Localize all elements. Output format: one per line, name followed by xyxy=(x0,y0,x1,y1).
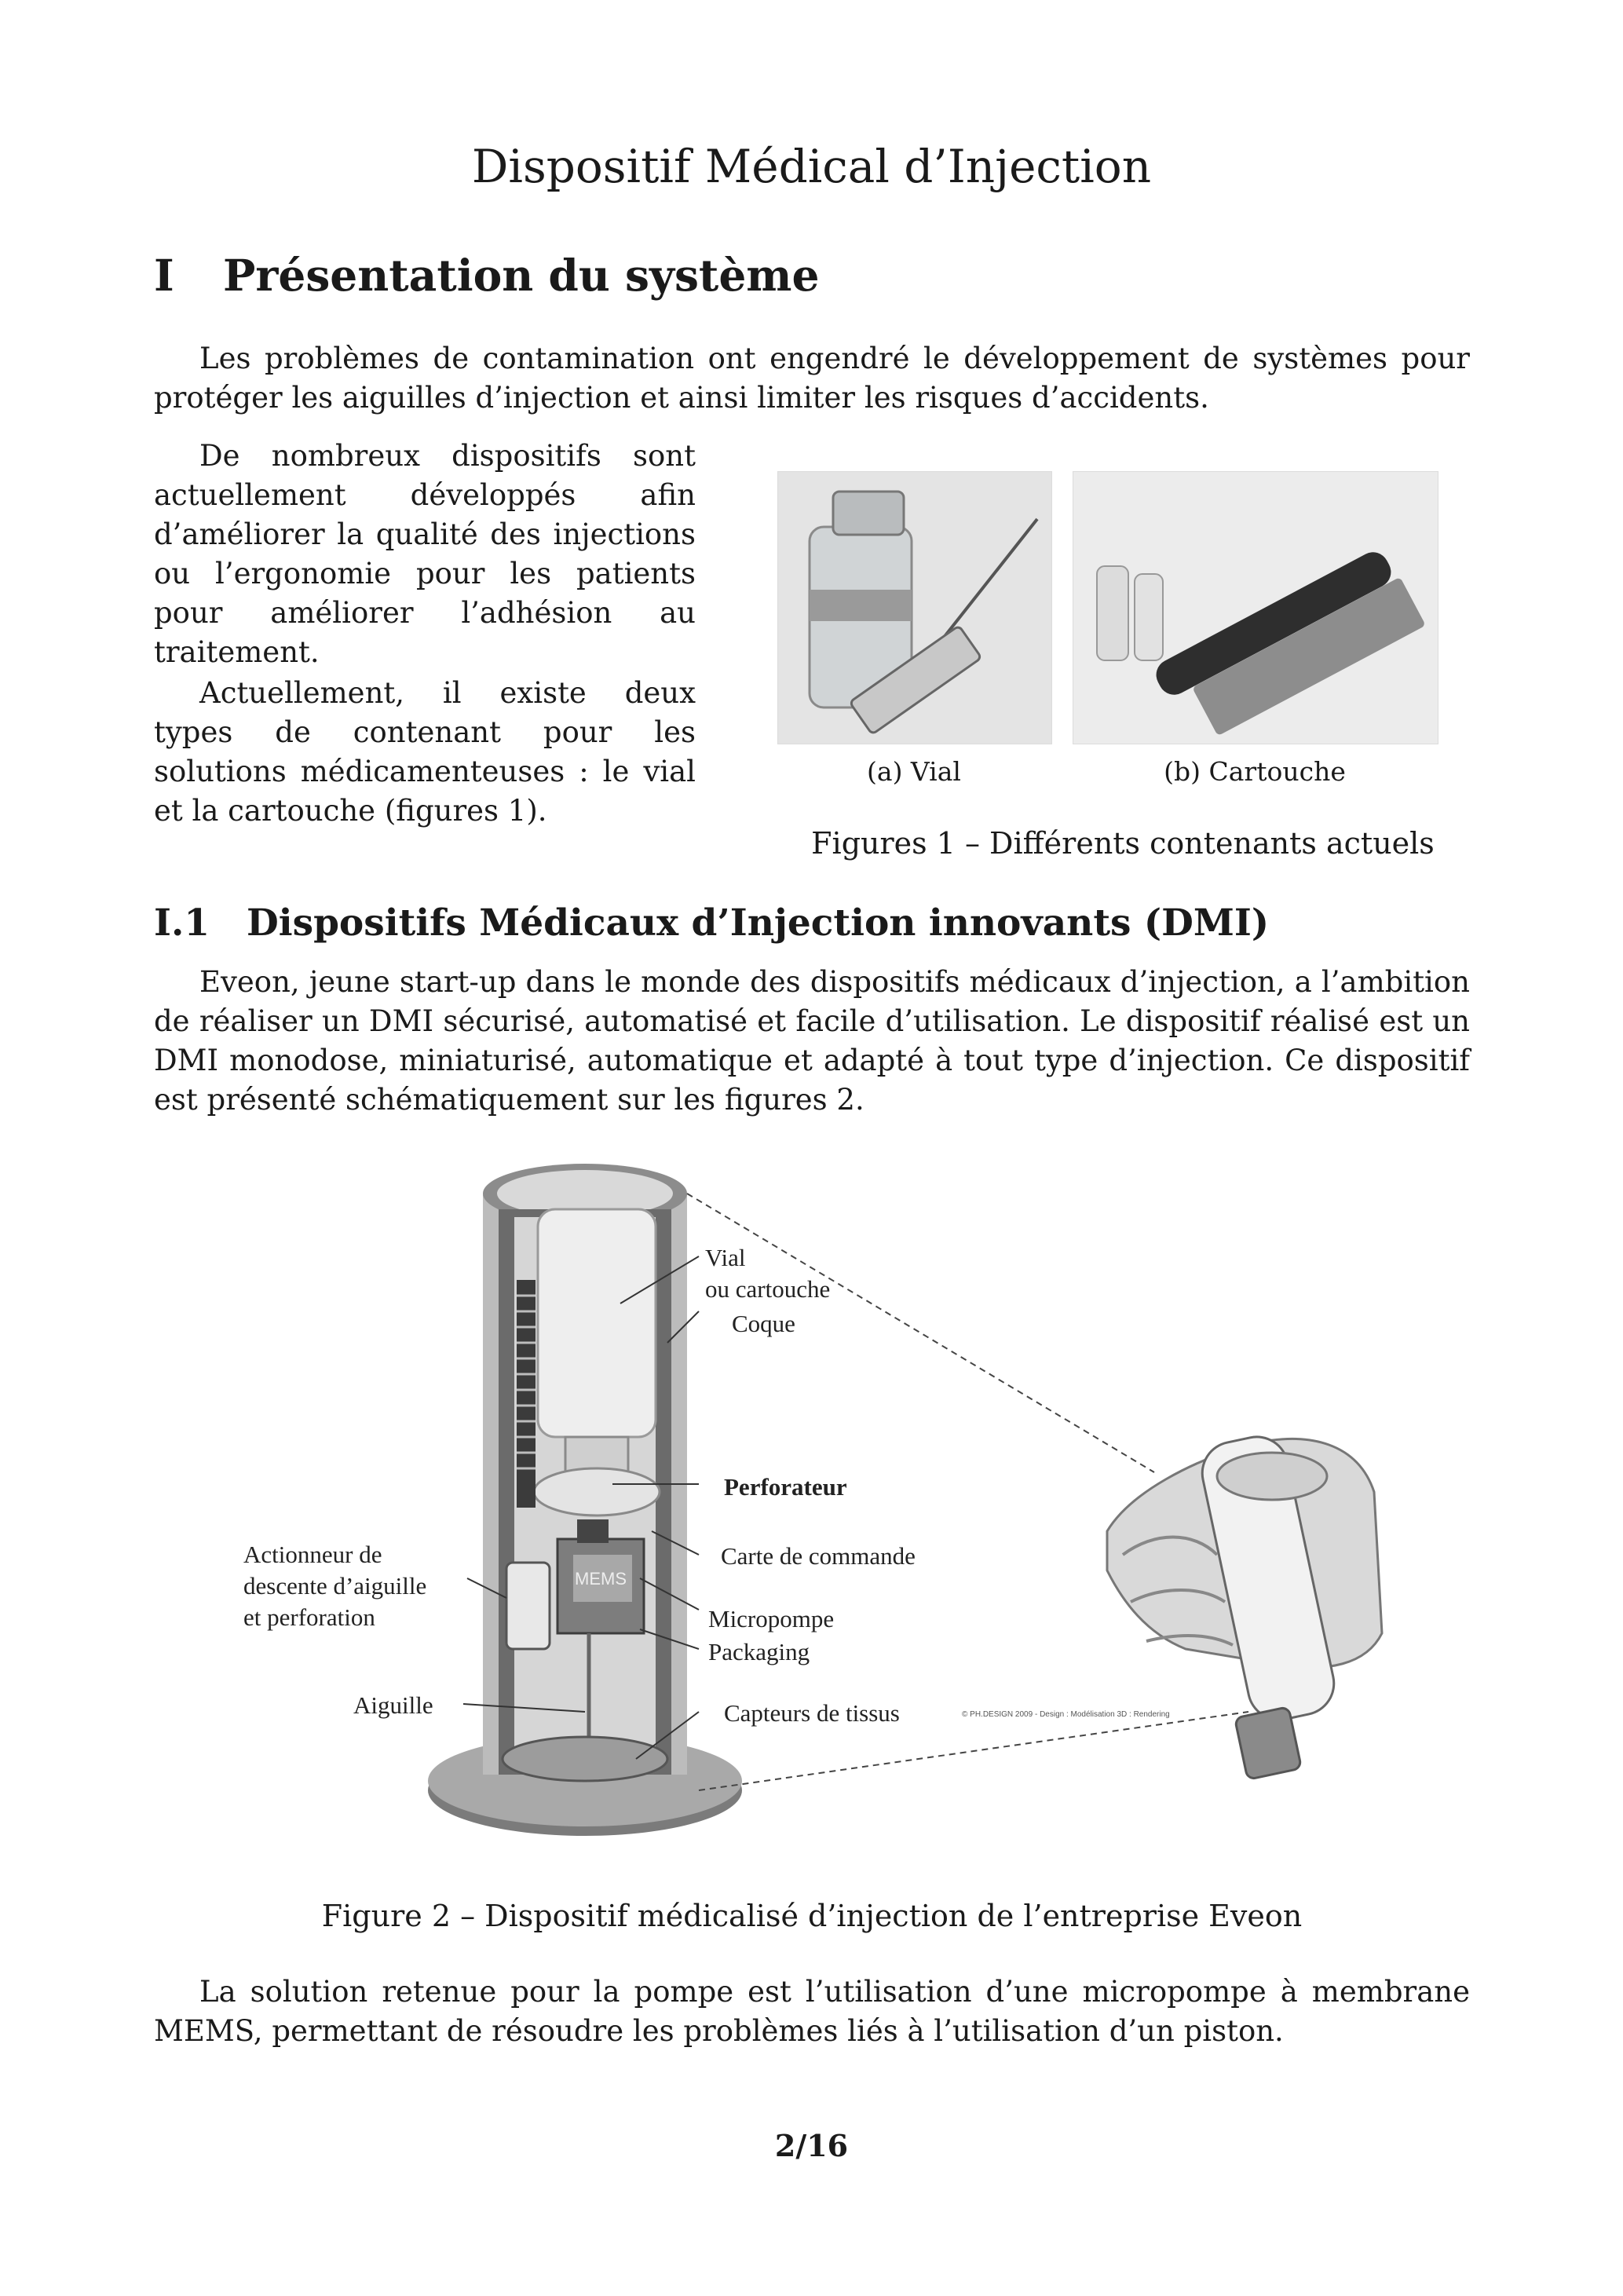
subsection-number: I.1 xyxy=(154,901,210,945)
section-heading xyxy=(154,250,820,301)
paragraph: Les problèmes de contamination ont engendré le développement de systèmes pour protéger les aiguilles d’injection et ainsi limiter les risques d’accidents. xyxy=(154,342,1470,415)
device-illustration xyxy=(228,1162,1406,1853)
label-carte-commande: Carte de commande xyxy=(721,1542,916,1570)
page-title: Dispositif Médical d’Injection xyxy=(471,140,1152,193)
page-number: 2/16 xyxy=(774,2128,849,2163)
vial-illustration xyxy=(778,472,1051,744)
paragraph: Eveon, jeune start-up dans le monde des dispositifs médicaux d’injection, a l’ambition de réaliser un DMI sécurisé, automatisé et facile d’utilisation. Le dispositif réalisé est un DMI monodose, miniaturisé, automatique et adapté à tout type d’injection. Ce dispositif est présenté schématiquement sur les figures 2. xyxy=(154,965,1470,1117)
copyright-notice: © PH.DESIGN 2009 - Design : Modélisation 3D : Rendering xyxy=(962,1710,1170,1719)
cartouche-photo xyxy=(1073,471,1438,744)
label-micropompe: Micropompe xyxy=(708,1605,835,1632)
label-coque: Coque xyxy=(732,1310,795,1337)
label-actionneur-2: descente d’aiguille xyxy=(243,1572,427,1600)
section-title: Présentation du système xyxy=(223,250,820,301)
paragraph: Actuellement, il existe deux types de contenant pour les solutions médicamenteuses : le vial et la cartouche (figures 1). xyxy=(154,676,696,828)
vial-photo xyxy=(777,471,1052,744)
label-mems: MEMS xyxy=(575,1569,627,1589)
section-number: I xyxy=(154,250,174,301)
figure1-caption: Figures 1 – Différents contenants actuels xyxy=(811,826,1435,861)
label-aiguille: Aiguille xyxy=(353,1691,433,1719)
label-actionneur-1: Actionneur de xyxy=(243,1541,382,1568)
label-actionneur-3: et perforation xyxy=(243,1603,375,1631)
paragraph: La solution retenue pour la pompe est l’utilisation d’une micropompe à membrane MEMS, permettant de résoudre les problèmes liés à l’utilisation d’un piston. xyxy=(154,1975,1470,2048)
subsection-heading xyxy=(154,901,1269,945)
subcaption-b: (b) Cartouche xyxy=(1164,756,1346,787)
label-perforateur: Perforateur xyxy=(724,1473,847,1501)
cartouche-illustration xyxy=(1073,472,1438,744)
label-packaging: Packaging xyxy=(708,1638,810,1665)
figure2-caption: Figure 2 – Dispositif médicalisé d’injection de l’entreprise Eveon xyxy=(321,1899,1303,1933)
subcaption-a: (a) Vial xyxy=(867,756,961,787)
subsection-title: Dispositifs Médicaux d’Injection innovants (DMI) xyxy=(247,901,1270,945)
label-capteurs: Capteurs de tissus xyxy=(724,1699,900,1727)
label-vial: Vial xyxy=(705,1244,746,1271)
paragraph: De nombreux dispositifs sont actuellement développés afin d’améliorer la qualité des injections ou l’ergonomie pour les patients pour améliorer l’adhésion au traitement. xyxy=(154,439,696,669)
label-cartouche: ou cartouche xyxy=(705,1275,831,1303)
device-figure xyxy=(228,1162,1406,1853)
